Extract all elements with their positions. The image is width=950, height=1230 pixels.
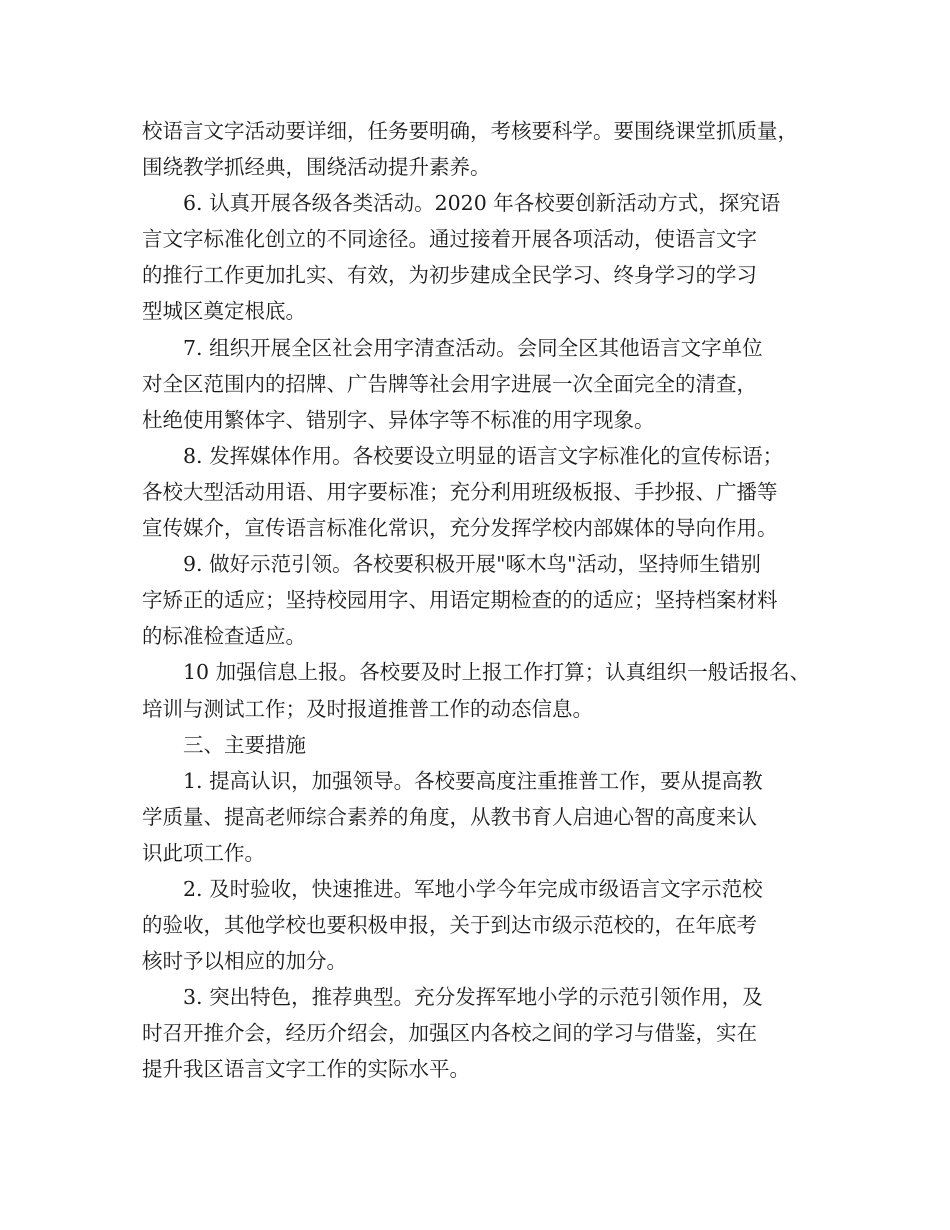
text-line: 对全区范围内的招牌、广告牌等社会用字进展一次全面完全的清查， bbox=[142, 371, 757, 396]
paragraph-continuation bbox=[142, 113, 832, 185]
text-line: 2. 及时验收，快速推进。军地小学今年完成市级语言文字示范校 bbox=[183, 876, 763, 901]
text-line: 时召开推介会，经历介绍会，加强区内各校之间的学习与借鉴，实在 bbox=[142, 1021, 757, 1046]
paragraph-measure-3 bbox=[142, 979, 832, 1087]
text-line: 识此项工作。 bbox=[142, 840, 265, 865]
text-line: 7. 组织开展全区社会用字清查活动。会同全区其他语言文字单位 bbox=[183, 335, 763, 360]
heading-text: 三、主要措施 bbox=[183, 732, 306, 757]
paragraph-item-9 bbox=[142, 546, 832, 654]
paragraph-item-6 bbox=[142, 185, 832, 329]
paragraph-measure-1 bbox=[142, 763, 832, 871]
paragraph-item-7 bbox=[142, 330, 832, 438]
text-line: 字矫正的适应；坚持校园用字、用语定期检查的的适应；坚持档案材料 bbox=[142, 588, 778, 613]
document-body bbox=[142, 113, 832, 1088]
text-line: 言文字标准化创立的不同途径。通过接着开展各项活动，使语言文字 bbox=[142, 227, 757, 252]
text-line: 提升我区语言文字工作的实际水平。 bbox=[142, 1057, 470, 1082]
text-line: 6. 认真开展各级各类活动。2020 年各校要创新活动方式，探究语 bbox=[183, 191, 781, 216]
text-line: 9. 做好示范引领。各校要积极开展"啄木鸟"活动，坚持师生错别 bbox=[183, 552, 761, 577]
text-line: 各校大型活动用语、用字要标准；充分利用班级板报、手抄报、广播等 bbox=[142, 479, 778, 504]
text-line: 型城区奠定根底。 bbox=[142, 299, 306, 324]
text-line: 核时予以相应的加分。 bbox=[142, 949, 347, 974]
text-line: 杜绝使用繁体字、错别字、异体字等不标准的用字现象。 bbox=[142, 407, 655, 432]
text-line: 培训与测试工作；及时报道推普工作的动态信息。 bbox=[142, 696, 593, 721]
text-line: 的标准检查适应。 bbox=[142, 624, 306, 649]
text-line: 3. 突出特色，推荐典型。充分发挥军地小学的示范引领作用，及 bbox=[183, 985, 763, 1010]
text-line: 围绕教学抓经典，围绕活动提升素养。 bbox=[142, 155, 491, 180]
text-line: 1. 提高认识，加强领导。各校要高度注重推普工作，要从提高教 bbox=[183, 768, 763, 793]
paragraph-item-8 bbox=[142, 438, 832, 546]
text-line: 10 加强信息上报。各校要及时上报工作打算；认真组织一般话报名、 bbox=[183, 660, 811, 685]
text-line: 8. 发挥媒体作用。各校要设立明显的语言文字标准化的宣传标语； bbox=[183, 443, 784, 468]
paragraph-item-10 bbox=[142, 654, 832, 726]
text-line: 校语言文字活动要详细，任务要明确，考核要科学。要围绕课堂抓质量， bbox=[142, 119, 798, 143]
text-line: 宣传媒介，宣传语言标准化常识，充分发挥学校内部媒体的导向作用。 bbox=[142, 516, 778, 541]
text-line: 学质量、提高老师综合素养的角度，从教书育人启迪心智的高度来认 bbox=[142, 804, 757, 829]
paragraph-measure-2 bbox=[142, 871, 832, 979]
text-line: 的验收，其他学校也要积极申报，关于到达市级示范校的，在年底考 bbox=[142, 913, 757, 938]
text-line: 的推行工作更加扎实、有效，为初步建成全民学习、终身学习的学习 bbox=[142, 263, 757, 288]
section-heading bbox=[142, 727, 832, 763]
